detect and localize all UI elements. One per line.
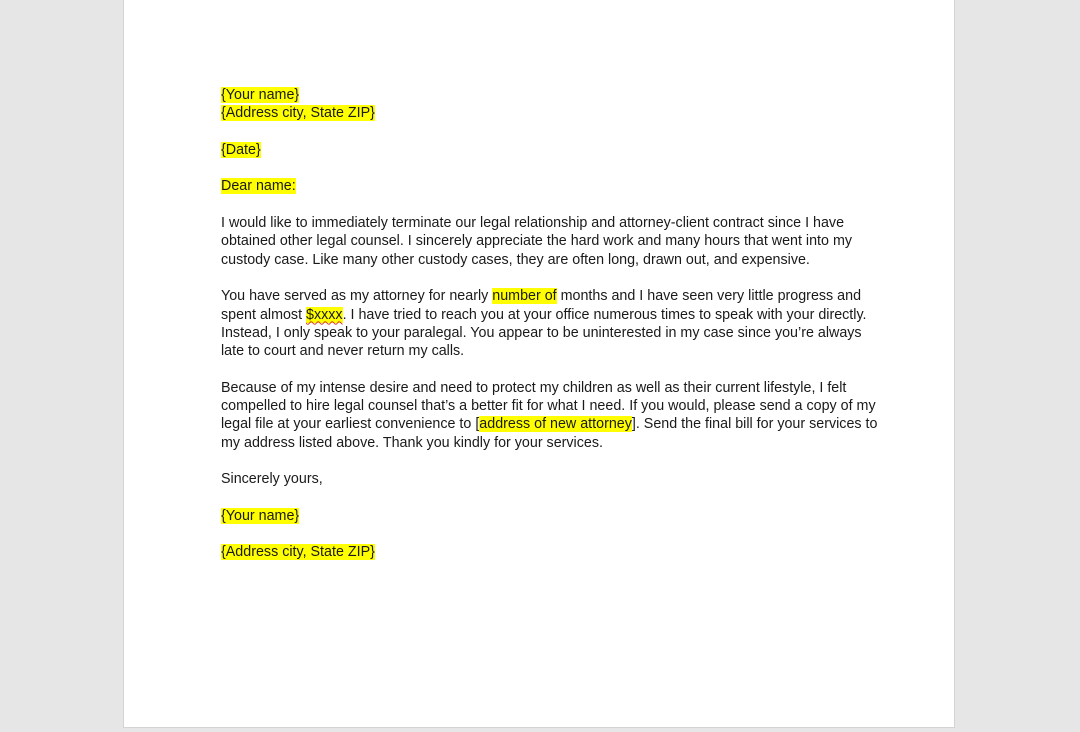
signature-address-line (221, 543, 871, 561)
salutation-line (221, 177, 871, 195)
sender-name-line (221, 86, 871, 104)
paragraph-line: my address listed above. Thank you kindly for your services. (221, 434, 603, 451)
paragraph-line: spent almost $xxxx. I have tried to reach you at your office numerous times to speak with your directly. (221, 306, 867, 323)
paragraph-line: late to court and never return my calls. (221, 343, 465, 360)
paragraph-3 (221, 379, 878, 452)
new-attorney-address-placeholder: address of new attorney (479, 416, 632, 433)
months-placeholder: number of (492, 288, 557, 305)
signature-name-line (221, 507, 871, 525)
paragraph-line: custody case. Like many other custody cases, they are often long, drawn out, and expensive. (221, 251, 810, 268)
signature-name-placeholder: {Your name} (221, 507, 300, 524)
paragraph-line: legal file at your earliest convenience to [address of new attorney]. Send the final bill for your services to (221, 416, 878, 433)
paragraph-line: obtained other legal counsel. I sincerely appreciate the hard work and many hours that went into my (221, 233, 853, 250)
signature-address-placeholder: {Address city, State ZIP} (221, 544, 375, 561)
paragraph-line: You have served as my attorney for nearly number of months and I have seen very little progress and (221, 288, 862, 305)
date-placeholder: {Date} (221, 141, 261, 158)
amount-placeholder: $xxxx (306, 306, 343, 323)
paragraph-1 (221, 214, 871, 269)
sender-address-placeholder: {Address city, State ZIP} (221, 105, 375, 122)
closing: Sincerely yours, (221, 471, 323, 488)
document-page (123, 0, 955, 728)
sender-name-placeholder: {Your name} (221, 87, 300, 103)
paragraph-line: Because of my intense desire and need to protect my children as well as their current lifestyle, I felt (221, 379, 847, 396)
sender-address-line (221, 104, 871, 122)
salutation: Dear name: (221, 178, 296, 195)
paragraph-2 (221, 287, 871, 360)
letter-body[interactable] (221, 86, 878, 562)
paragraph-line: Instead, I only speak to your paralegal. You appear to be uninterested in my case since you’re always (221, 324, 862, 341)
paragraph-line: compelled to hire legal counsel that’s a better fit for what I need. If you would, please send a copy of my (221, 398, 876, 415)
paragraph-line: I would like to immediately terminate our legal relationship and attorney-client contract since I have (221, 215, 845, 232)
date-line (221, 141, 871, 159)
